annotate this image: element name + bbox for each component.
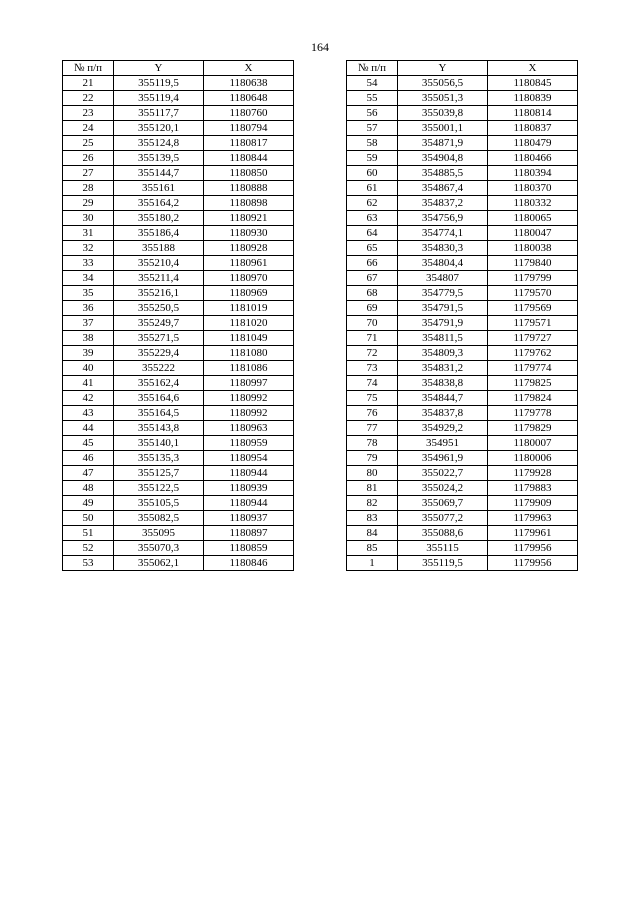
cell-number: 67 xyxy=(347,271,398,286)
table-row xyxy=(63,121,294,136)
cell-x: 1180038 xyxy=(488,241,578,256)
cell-x: 1180992 xyxy=(204,391,294,406)
cell-number: 22 xyxy=(63,91,114,106)
cell-y: 355122,5 xyxy=(114,481,204,496)
cell-y: 355186,4 xyxy=(114,226,204,241)
cell-number: 64 xyxy=(347,226,398,241)
cell-x: 1179956 xyxy=(488,541,578,556)
cell-x: 1180939 xyxy=(204,481,294,496)
table-row xyxy=(347,151,578,166)
cell-y: 355056,5 xyxy=(398,76,488,91)
cell-x: 1181080 xyxy=(204,346,294,361)
cell-x: 1180794 xyxy=(204,121,294,136)
cell-x: 1180648 xyxy=(204,91,294,106)
table-row xyxy=(347,166,578,181)
table-row xyxy=(63,541,294,556)
cell-y: 355117,7 xyxy=(114,106,204,121)
cell-number: 26 xyxy=(63,151,114,166)
cell-y: 355164,6 xyxy=(114,391,204,406)
table-row xyxy=(347,211,578,226)
cell-y: 355062,1 xyxy=(114,556,204,571)
table-row xyxy=(347,361,578,376)
column-header-y: Y xyxy=(398,61,488,76)
cell-number: 68 xyxy=(347,286,398,301)
cell-y: 355139,5 xyxy=(114,151,204,166)
cell-x: 1179961 xyxy=(488,526,578,541)
cell-y: 355115 xyxy=(398,541,488,556)
cell-y: 355105,5 xyxy=(114,496,204,511)
cell-x: 1179762 xyxy=(488,346,578,361)
cell-x: 1179799 xyxy=(488,271,578,286)
table-row xyxy=(347,121,578,136)
cell-number: 83 xyxy=(347,511,398,526)
table-row xyxy=(63,211,294,226)
cell-x: 1179824 xyxy=(488,391,578,406)
cell-x: 1179963 xyxy=(488,511,578,526)
cell-number: 56 xyxy=(347,106,398,121)
cell-number: 61 xyxy=(347,181,398,196)
cell-y: 355119,4 xyxy=(114,91,204,106)
cell-y: 354807 xyxy=(398,271,488,286)
cell-number: 62 xyxy=(347,196,398,211)
cell-number: 70 xyxy=(347,316,398,331)
cell-x: 1180850 xyxy=(204,166,294,181)
cell-x: 1180760 xyxy=(204,106,294,121)
cell-y: 355250,5 xyxy=(114,301,204,316)
cell-y: 354885,5 xyxy=(398,166,488,181)
cell-x: 1179778 xyxy=(488,406,578,421)
cell-x: 1180839 xyxy=(488,91,578,106)
cell-number: 32 xyxy=(63,241,114,256)
cell-y: 355119,5 xyxy=(398,556,488,571)
cell-number: 21 xyxy=(63,76,114,91)
table-row xyxy=(63,76,294,91)
cell-y: 354791,5 xyxy=(398,301,488,316)
cell-number: 27 xyxy=(63,166,114,181)
cell-x: 1180969 xyxy=(204,286,294,301)
cell-number: 85 xyxy=(347,541,398,556)
cell-y: 354838,8 xyxy=(398,376,488,391)
cell-x: 1179825 xyxy=(488,376,578,391)
cell-number: 58 xyxy=(347,136,398,151)
cell-x: 1180466 xyxy=(488,151,578,166)
cell-x: 1180930 xyxy=(204,226,294,241)
cell-number: 49 xyxy=(63,496,114,511)
cell-number: 30 xyxy=(63,211,114,226)
table-row xyxy=(63,91,294,106)
table-header-row xyxy=(63,61,294,76)
table-row xyxy=(63,436,294,451)
cell-number: 23 xyxy=(63,106,114,121)
cell-x: 1180817 xyxy=(204,136,294,151)
cell-y: 355180,2 xyxy=(114,211,204,226)
table-row xyxy=(347,271,578,286)
cell-x: 1181020 xyxy=(204,316,294,331)
cell-x: 1180928 xyxy=(204,241,294,256)
table-row xyxy=(63,331,294,346)
column-header-number: № п/п xyxy=(347,61,398,76)
cell-x: 1180898 xyxy=(204,196,294,211)
table-row xyxy=(347,136,578,151)
cell-number: 35 xyxy=(63,286,114,301)
cell-x: 1180394 xyxy=(488,166,578,181)
cell-x: 1180844 xyxy=(204,151,294,166)
cell-number: 41 xyxy=(63,376,114,391)
cell-y: 355070,3 xyxy=(114,541,204,556)
cell-number: 46 xyxy=(63,451,114,466)
cell-x: 1180992 xyxy=(204,406,294,421)
cell-number: 44 xyxy=(63,421,114,436)
table-row xyxy=(63,511,294,526)
table-row xyxy=(347,496,578,511)
cell-y: 354779,5 xyxy=(398,286,488,301)
cell-x: 1179570 xyxy=(488,286,578,301)
cell-x: 1180065 xyxy=(488,211,578,226)
cell-y: 354774,1 xyxy=(398,226,488,241)
cell-y: 354844,7 xyxy=(398,391,488,406)
cell-x: 1180837 xyxy=(488,121,578,136)
cell-number: 76 xyxy=(347,406,398,421)
cell-number: 48 xyxy=(63,481,114,496)
cell-number: 84 xyxy=(347,526,398,541)
cell-number: 55 xyxy=(347,91,398,106)
cell-x: 1179883 xyxy=(488,481,578,496)
cell-number: 54 xyxy=(347,76,398,91)
table-row xyxy=(63,391,294,406)
cell-y: 355051,3 xyxy=(398,91,488,106)
table-row xyxy=(347,106,578,121)
cell-y: 355001,1 xyxy=(398,121,488,136)
cell-x: 1179909 xyxy=(488,496,578,511)
table-row xyxy=(347,511,578,526)
cell-number: 71 xyxy=(347,331,398,346)
table-row xyxy=(63,451,294,466)
cell-x: 1181086 xyxy=(204,361,294,376)
cell-y: 355188 xyxy=(114,241,204,256)
cell-y: 355249,7 xyxy=(114,316,204,331)
cell-y: 355210,4 xyxy=(114,256,204,271)
table-row xyxy=(63,481,294,496)
cell-y: 354756,9 xyxy=(398,211,488,226)
cell-number: 80 xyxy=(347,466,398,481)
cell-x: 1179840 xyxy=(488,256,578,271)
table-row xyxy=(347,526,578,541)
cell-number: 60 xyxy=(347,166,398,181)
cell-number: 59 xyxy=(347,151,398,166)
cell-number: 38 xyxy=(63,331,114,346)
table-row xyxy=(63,151,294,166)
cell-number: 78 xyxy=(347,436,398,451)
table-row xyxy=(63,316,294,331)
cell-x: 1179829 xyxy=(488,421,578,436)
table-body-right xyxy=(347,76,578,571)
cell-x: 1181049 xyxy=(204,331,294,346)
cell-number: 24 xyxy=(63,121,114,136)
cell-y: 355022,7 xyxy=(398,466,488,481)
cell-number: 51 xyxy=(63,526,114,541)
cell-x: 1180370 xyxy=(488,181,578,196)
cell-y: 354804,4 xyxy=(398,256,488,271)
table-row xyxy=(347,421,578,436)
cell-y: 355144,7 xyxy=(114,166,204,181)
table-row xyxy=(63,301,294,316)
cell-x: 1180479 xyxy=(488,136,578,151)
table-row xyxy=(347,226,578,241)
table-row xyxy=(63,226,294,241)
coordinates-table-left xyxy=(62,60,294,571)
cell-y: 355024,2 xyxy=(398,481,488,496)
cell-number: 77 xyxy=(347,421,398,436)
cell-x: 1179571 xyxy=(488,316,578,331)
table-body-left xyxy=(63,76,294,571)
cell-y: 355211,4 xyxy=(114,271,204,286)
cell-number: 37 xyxy=(63,316,114,331)
cell-x: 1179569 xyxy=(488,301,578,316)
cell-y: 354791,9 xyxy=(398,316,488,331)
cell-number: 65 xyxy=(347,241,398,256)
cell-y: 355088,6 xyxy=(398,526,488,541)
cell-y: 355164,5 xyxy=(114,406,204,421)
cell-x: 1180047 xyxy=(488,226,578,241)
table-row xyxy=(63,271,294,286)
cell-number: 28 xyxy=(63,181,114,196)
table-row xyxy=(63,556,294,571)
cell-number: 63 xyxy=(347,211,398,226)
table-row xyxy=(347,376,578,391)
table-row xyxy=(63,466,294,481)
cell-number: 31 xyxy=(63,226,114,241)
cell-y: 355140,1 xyxy=(114,436,204,451)
cell-x: 1180944 xyxy=(204,496,294,511)
page-number: 164 xyxy=(311,40,329,54)
cell-x: 1179956 xyxy=(488,556,578,571)
table-row xyxy=(63,196,294,211)
cell-number: 52 xyxy=(63,541,114,556)
cell-number: 39 xyxy=(63,346,114,361)
cell-x: 1180997 xyxy=(204,376,294,391)
table-row xyxy=(347,436,578,451)
cell-x: 1180961 xyxy=(204,256,294,271)
table-row xyxy=(347,181,578,196)
column-header-x: X xyxy=(488,61,578,76)
cell-y: 355082,5 xyxy=(114,511,204,526)
cell-y: 354929,2 xyxy=(398,421,488,436)
table-header-row xyxy=(347,61,578,76)
cell-y: 355222 xyxy=(114,361,204,376)
cell-number: 45 xyxy=(63,436,114,451)
cell-number: 69 xyxy=(347,301,398,316)
table-row xyxy=(63,496,294,511)
cell-x: 1180888 xyxy=(204,181,294,196)
cell-number: 53 xyxy=(63,556,114,571)
cell-x: 1180970 xyxy=(204,271,294,286)
table-row xyxy=(347,466,578,481)
cell-y: 355216,1 xyxy=(114,286,204,301)
table-row xyxy=(347,406,578,421)
cell-y: 355229,4 xyxy=(114,346,204,361)
cell-y: 354871,9 xyxy=(398,136,488,151)
cell-x: 1181019 xyxy=(204,301,294,316)
cell-number: 1 xyxy=(347,556,398,571)
cell-y: 355125,7 xyxy=(114,466,204,481)
cell-y: 355124,8 xyxy=(114,136,204,151)
cell-y: 355069,7 xyxy=(398,496,488,511)
cell-y: 354961,9 xyxy=(398,451,488,466)
cell-x: 1180846 xyxy=(204,556,294,571)
cell-x: 1180944 xyxy=(204,466,294,481)
cell-number: 72 xyxy=(347,346,398,361)
cell-x: 1179774 xyxy=(488,361,578,376)
cell-number: 81 xyxy=(347,481,398,496)
cell-number: 66 xyxy=(347,256,398,271)
cell-number: 82 xyxy=(347,496,398,511)
table-row xyxy=(63,106,294,121)
column-header-x: X xyxy=(204,61,294,76)
cell-number: 25 xyxy=(63,136,114,151)
cell-y: 354811,5 xyxy=(398,331,488,346)
cell-x: 1180638 xyxy=(204,76,294,91)
cell-y: 354830,3 xyxy=(398,241,488,256)
cell-x: 1180007 xyxy=(488,436,578,451)
column-header-number: № п/п xyxy=(63,61,114,76)
cell-y: 354867,4 xyxy=(398,181,488,196)
table-row xyxy=(63,361,294,376)
cell-x: 1180954 xyxy=(204,451,294,466)
table-row xyxy=(63,286,294,301)
cell-x: 1180959 xyxy=(204,436,294,451)
table-row xyxy=(63,181,294,196)
table-row xyxy=(347,316,578,331)
cell-y: 355039,8 xyxy=(398,106,488,121)
table-row xyxy=(63,376,294,391)
cell-number: 74 xyxy=(347,376,398,391)
table-row xyxy=(347,91,578,106)
cell-number: 75 xyxy=(347,391,398,406)
cell-x: 1180845 xyxy=(488,76,578,91)
cell-y: 355077,2 xyxy=(398,511,488,526)
cell-number: 47 xyxy=(63,466,114,481)
cell-x: 1180006 xyxy=(488,451,578,466)
cell-x: 1180963 xyxy=(204,421,294,436)
cell-y: 354837,8 xyxy=(398,406,488,421)
table-row xyxy=(347,301,578,316)
cell-y: 355119,5 xyxy=(114,76,204,91)
table-row xyxy=(347,256,578,271)
cell-y: 355162,4 xyxy=(114,376,204,391)
table-row xyxy=(347,481,578,496)
cell-x: 1180332 xyxy=(488,196,578,211)
cell-y: 354809,3 xyxy=(398,346,488,361)
table-row xyxy=(347,451,578,466)
cell-y: 354837,2 xyxy=(398,196,488,211)
cell-y: 355161 xyxy=(114,181,204,196)
cell-y: 354904,8 xyxy=(398,151,488,166)
column-header-y: Y xyxy=(114,61,204,76)
cell-number: 50 xyxy=(63,511,114,526)
cell-number: 40 xyxy=(63,361,114,376)
table-row xyxy=(63,406,294,421)
cell-y: 355135,3 xyxy=(114,451,204,466)
table-row xyxy=(63,241,294,256)
table-row xyxy=(63,346,294,361)
table-row xyxy=(347,241,578,256)
cell-number: 43 xyxy=(63,406,114,421)
cell-y: 355120,1 xyxy=(114,121,204,136)
table-row xyxy=(347,556,578,571)
table-row xyxy=(63,256,294,271)
cell-number: 36 xyxy=(63,301,114,316)
cell-x: 1180921 xyxy=(204,211,294,226)
cell-number: 33 xyxy=(63,256,114,271)
cell-x: 1180897 xyxy=(204,526,294,541)
cell-x: 1180937 xyxy=(204,511,294,526)
cell-number: 42 xyxy=(63,391,114,406)
table-row xyxy=(347,76,578,91)
table-row xyxy=(347,196,578,211)
cell-y: 355143,8 xyxy=(114,421,204,436)
cell-number: 34 xyxy=(63,271,114,286)
cell-number: 79 xyxy=(347,451,398,466)
cell-x: 1179928 xyxy=(488,466,578,481)
cell-number: 73 xyxy=(347,361,398,376)
table-row xyxy=(347,541,578,556)
cell-y: 354951 xyxy=(398,436,488,451)
table-row xyxy=(347,391,578,406)
table-row xyxy=(347,346,578,361)
cell-x: 1179727 xyxy=(488,331,578,346)
coordinates-table-right xyxy=(346,60,578,571)
table-row xyxy=(63,136,294,151)
cell-number: 57 xyxy=(347,121,398,136)
table-row xyxy=(347,286,578,301)
table-row xyxy=(63,526,294,541)
table-row xyxy=(63,166,294,181)
table-row xyxy=(63,421,294,436)
cell-y: 355271,5 xyxy=(114,331,204,346)
cell-y: 355164,2 xyxy=(114,196,204,211)
cell-y: 355095 xyxy=(114,526,204,541)
cell-x: 1180814 xyxy=(488,106,578,121)
cell-number: 29 xyxy=(63,196,114,211)
cell-y: 354831,2 xyxy=(398,361,488,376)
cell-x: 1180859 xyxy=(204,541,294,556)
table-row xyxy=(347,331,578,346)
